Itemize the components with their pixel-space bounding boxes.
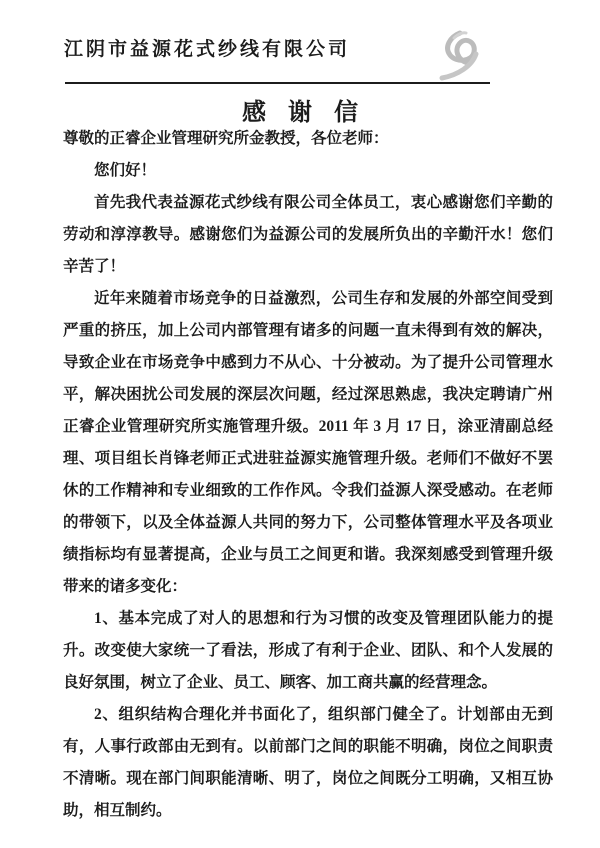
paragraph: 1、基本完成了对人的思想和行为习惯的改变及管理团队能力的提升。改变使大家统一了看法，形成了有利于企业、团队、和个人发展的良好氛围，树立了企业、员工、顾客、加工商共赢的经营理念。 [63, 610, 553, 691]
paragraph: 2、组织结构合理化并书面化了，组织部门健全了。计划部由无到有，人事行政部由无到有。以前部门之间的职能不明确，岗位之间职责不清晰。现在部门间职能清晰、明了，岗位之间既分工明确，又相互协助，相互制约。 [63, 706, 553, 819]
letterhead-divider [65, 82, 490, 84]
paragraph: 近年来随着市场竞争的日益激烈，公司生存和发展的外部空间受到严重的挤压，加上公司内部管理有诸多的问题一直未得到有效的解决，导致企业在市场竞争中感到力不从心、十分被动。为了提升公司管理水平，解决困扰公司发展的深层次问题，经过深思熟虑，我决定聘请广州正睿企业管理研究所实施管理升级。2011 年 3 月 17 日，涂亚清副总经理、项目组长肖锋老师正式进驻益源实施管理升级。老师们不做好不罢休的工作精神和专业细致的工作作风。令我们益源人深受感动。在老师的带领下，以及全体益源人共同的努力下，公司整体管理水平及各项业绩指标均有显著提高，企业与员工之间更和谐。我深刻感受到管理升级带来的诸多变化： [63, 290, 553, 595]
company-name: 江阴市益源花式纱线有限公司 [64, 39, 351, 60]
letter-title: 感 谢 信 [242, 100, 366, 126]
paragraph: 您们好！ [94, 162, 157, 179]
paragraph-list [63, 155, 553, 827]
letter-body [63, 123, 553, 827]
paragraph: 首先我代表益源花式纱线有限公司全体员工，衷心感谢您们辛勤的劳动和淳淳教导。感谢您们为益源公司的发展所负出的辛勤汗水！您们辛苦了！ [63, 194, 553, 275]
salutation: 尊敬的正睿企业管理研究所金教授，各位老师： [63, 130, 389, 147]
yarn-knot-icon [430, 28, 496, 86]
